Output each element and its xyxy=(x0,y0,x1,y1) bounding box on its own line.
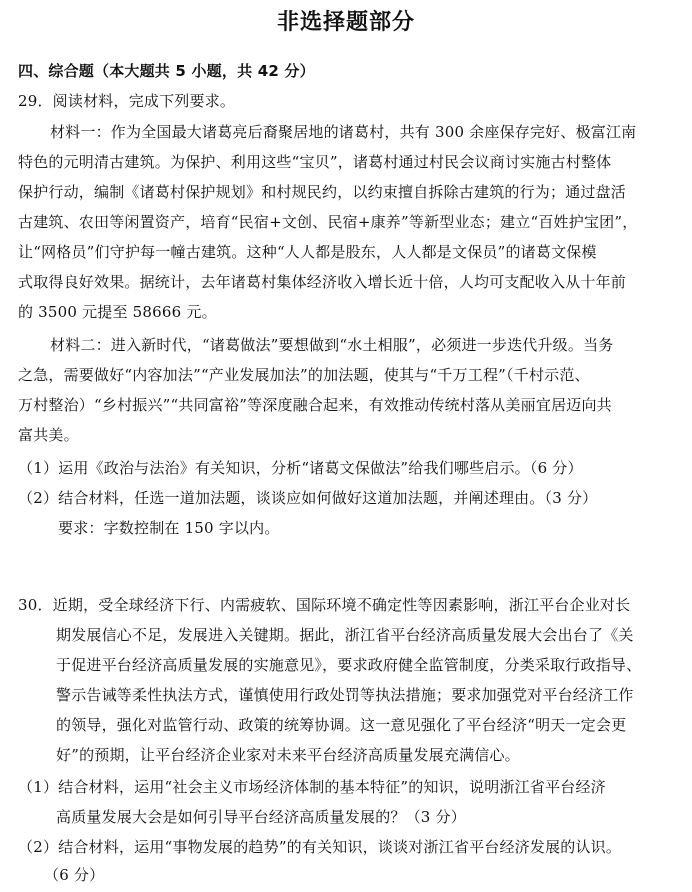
question-30-part-2-line: （6 分） xyxy=(44,866,105,884)
page-title: 非选择题部分 xyxy=(276,10,415,35)
question-29-header: 29．阅读材料，完成下列要求。 xyxy=(18,92,236,110)
material-2-line: 之急，需要做好“内容加法”“产业发展加法”的加法题，使其与“千万工程”（千村示范、 xyxy=(18,366,590,384)
question-30-line: 30．近期，受全球经济下行、内需疲软、国际环境不确定性等因素影响，浙江平台企业对长 xyxy=(18,596,631,614)
question-30-line: 期发展信心不足，发展进入关键期。据此，浙江省平台经济高质量发展大会出台了《关 xyxy=(56,626,634,644)
material-1-line: 特色的元明清古建筑。为保护、利用这些“宝贝”，诸葛村通过村民会议商讨实施古村整体 xyxy=(18,153,612,171)
question-29-requirement: 要求：字数控制在 150 字以内。 xyxy=(58,519,280,537)
material-2-line: 材料二：进入新时代，“诸葛做法”要想做到“水土相服”，必须进一步迭代升级。当务 xyxy=(50,336,614,354)
question-30-line: 的领导，强化对监管行动、政策的统筹协调。这一意见强化了平台经济“明天一定会更 xyxy=(56,716,627,734)
question-30-line: 好”的预期，让平台经济企业家对未来平台经济高质量发展充满信心。 xyxy=(56,746,520,764)
material-2-line: 富共美。 xyxy=(18,426,79,444)
question-30-part-2-line: （2）结合材料，运用“事物发展的趋势”的有关知识，谈谈对浙江省平台经济发展的认识。 xyxy=(18,838,622,856)
question-30-part-1-line: 高质量发展大会是如何引导平台经济高质量发展的？（3 分） xyxy=(56,808,466,826)
section-heading: 四、综合题（本大题共 5 小题，共 42 分） xyxy=(18,62,315,80)
question-29-part-1: （1）运用《政治与法治》有关知识，分析“诸葛文保做法”给我们哪些启示。（6 分） xyxy=(18,459,583,477)
material-1-line: 让“网格员”们守护每一幢古建筑。这种“人人都是股东，人人都是文保员”的诸葛文保模 xyxy=(18,243,597,261)
material-1-line: 材料一：作为全国最大诸葛亮后裔聚居地的诸葛村，共有 300 余座保存完好、极富江南 xyxy=(50,123,637,141)
question-29-part-2: （2）结合材料，任选一道加法题，谈谈应如何做好这道加法题，并阐述理由。（3 分） xyxy=(18,489,598,507)
question-30-line: 警示告诫等柔性执法方式，谨慎使用行政处罚等执法措施；要求加强党对平台经济工作 xyxy=(56,686,634,704)
material-1-line: 古建筑、农田等闲置资产，培育“民宿+文创、民宿+康养”等新型业态；建立“百姓护宝团”， xyxy=(18,213,638,231)
question-30-part-1-line: （1）结合材料，运用“社会主义市场经济体制的基本特征”的知识，说明浙江省平台经济 xyxy=(18,778,606,796)
material-1-line: 保护行动，编制《诸葛村保护规划》和村规民约，以约束擅自拆除古建筑的行为；通过盘活 xyxy=(18,183,627,201)
question-30-line: 于促进平台经济高质量发展的实施意见》，要求政府健全监管制度，分类采取行政指导、 xyxy=(56,656,642,674)
material-2-line: 万村整治）“乡村振兴”“共同富裕”等深度融合起来，有效推动传统村落从美丽宜居迈向共 xyxy=(18,396,612,414)
material-1-line: 式取得良好效果。据统计，去年诸葛村集体经济收入增长近十倍，人均可支配收入从十年前 xyxy=(18,273,627,291)
material-1-line: 的 3500 元提至 58666 元。 xyxy=(18,303,217,321)
